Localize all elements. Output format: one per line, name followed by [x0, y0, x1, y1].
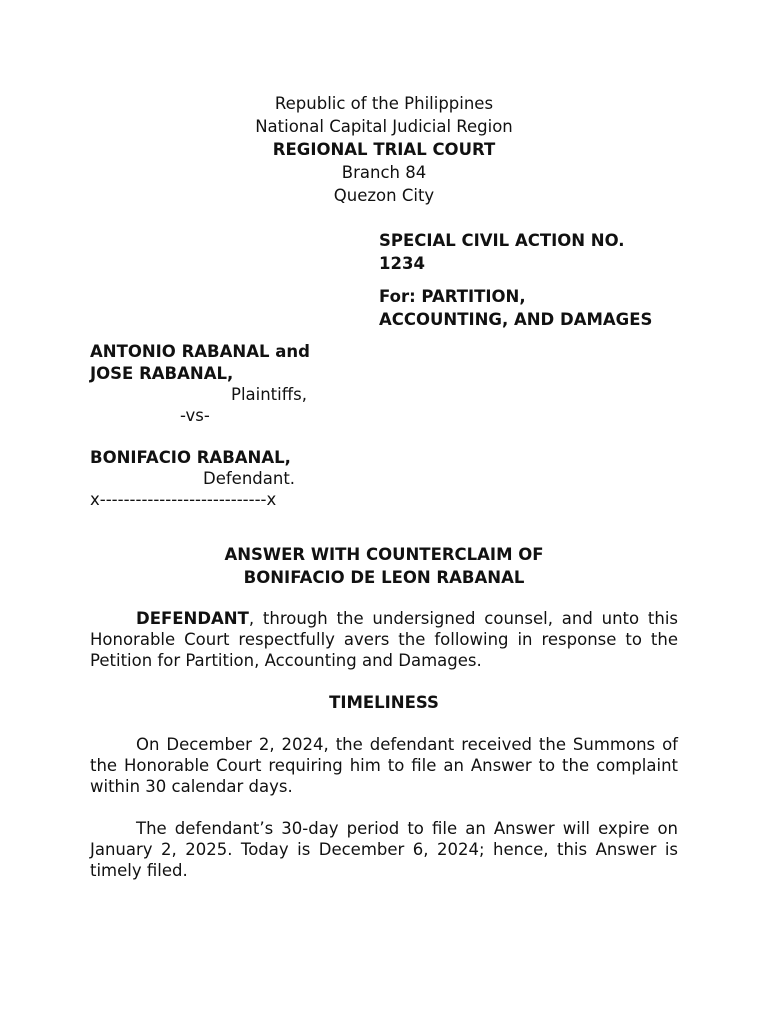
- plaintiffs-line2: JOSE RABANAL,: [90, 364, 234, 383]
- case-for-line1: For: PARTITION,: [379, 287, 526, 306]
- caption-separator: x----------------------------x: [90, 490, 277, 509]
- plaintiffs-label: Plaintiffs,: [231, 385, 307, 404]
- section-heading: TIMELINESS: [329, 693, 439, 712]
- intro-lead: DEFENDANT: [136, 609, 249, 628]
- case-for-line2: ACCOUNTING, AND DAMAGES: [379, 310, 653, 329]
- header-branch: Branch 84: [341, 163, 427, 182]
- document-title-line2: BONIFACIO DE LEON RABANAL: [243, 568, 525, 587]
- defendant-label: Defendant.: [203, 469, 296, 488]
- intro-text: , through the undersigned counsel, and unto this Honorable Court respectfully avers the following in response to the Petition for Partition, Accounting and Damages.: [90, 609, 678, 670]
- header-city: Quezon City: [333, 186, 435, 205]
- timeliness-paragraph-1: On December 2, 2024, the defendant received the Summons of the Honorable Court requiring him to file an Answer to the complaint within 30 calendar days.: [90, 735, 678, 796]
- defendant-name: BONIFACIO RABANAL,: [90, 448, 291, 467]
- case-action-line2: 1234: [379, 254, 425, 273]
- versus-label: -vs-: [180, 406, 210, 425]
- intro-paragraph: [90, 608, 678, 671]
- header-court: REGIONAL TRIAL COURT: [272, 140, 496, 159]
- timeliness-paragraph-2: The defendant’s 30-day period to file an Answer will expire on January 2, 2025. Today is December 6, 2024; hence, this Answer is timely filed.: [90, 819, 678, 880]
- document-title-line1: ANSWER WITH COUNTERCLAIM OF: [224, 545, 544, 564]
- case-action-line1: SPECIAL CIVIL ACTION NO.: [379, 231, 625, 250]
- header-republic: Republic of the Philippines: [274, 94, 494, 113]
- plaintiffs-line1: ANTONIO RABANAL and: [90, 342, 310, 361]
- header-region: National Capital Judicial Region: [255, 117, 513, 136]
